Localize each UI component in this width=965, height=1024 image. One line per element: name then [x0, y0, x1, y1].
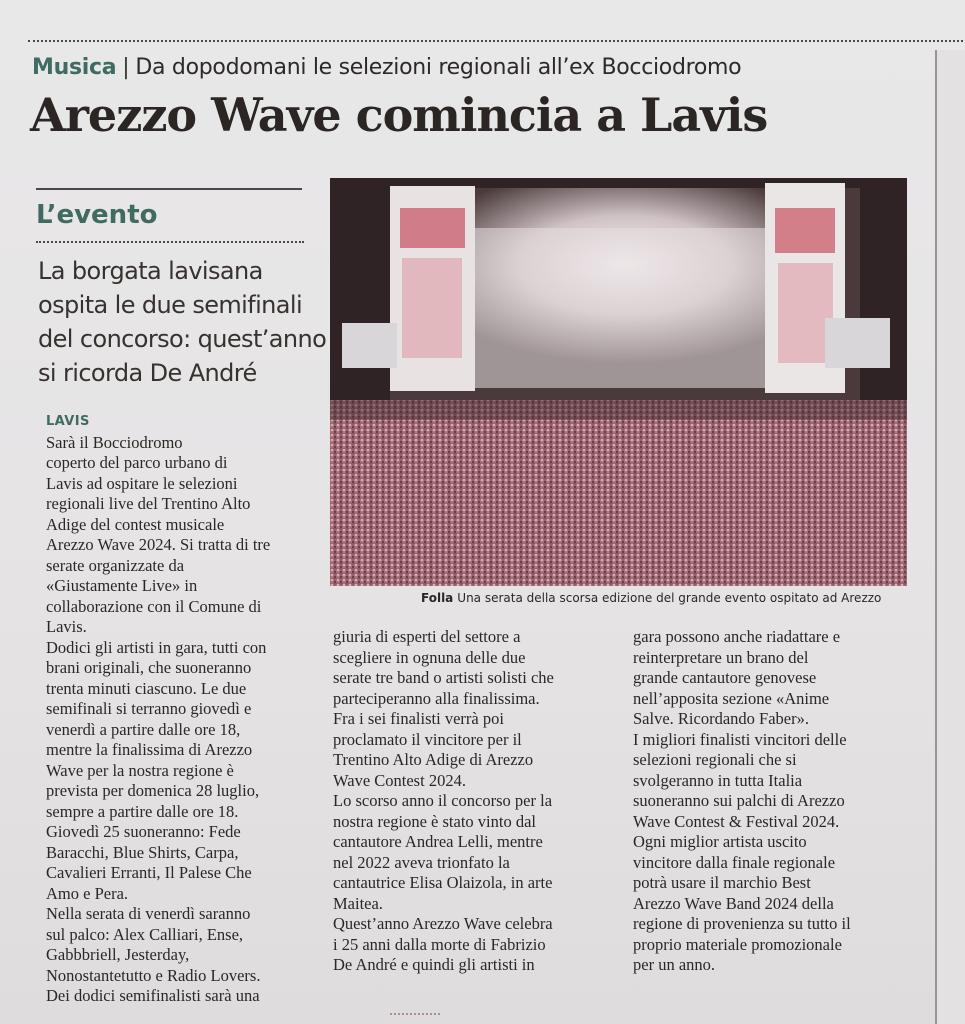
article-line: Arezzo Wave Band 2024 della [633, 893, 834, 913]
article-line: coperto del parco urbano di [46, 453, 228, 472]
kicker [32, 55, 741, 80]
sidebar-top-rule [36, 188, 302, 190]
article-column-2 [333, 627, 623, 976]
concert-photo [330, 178, 907, 586]
article-line: semifinali si terranno giovedì e [46, 699, 252, 718]
article-line: parteciperanno alla finalissima. [333, 688, 540, 708]
article-line: mentre la finalissima di Arezzo [46, 740, 253, 759]
article-line: Quest’anno Arezzo Wave celebra [333, 914, 553, 933]
article-line: scegliere in ognuna delle due [333, 647, 526, 667]
article-line: Amo e Pera. [46, 883, 129, 903]
photo-caption [421, 591, 881, 605]
article-line-text: Sarà il Bocciodromo [46, 432, 183, 452]
article-line: Dodici gli artisti in gara, tutti con [46, 637, 267, 657]
article-line: Baracchi, Blue Shirts, Carpa, [46, 842, 239, 862]
summary-line: ospita le due semifinali [38, 291, 303, 319]
article-line: Fra i sei finalisti verrà poi [333, 709, 504, 728]
article-line: serate organizzate da [46, 555, 185, 575]
article-line: proclamato il vincitore per il [333, 729, 522, 749]
summary-line: si ricorda De André [38, 359, 257, 387]
article-line: Wave Contest & Festival 2024. [633, 811, 840, 831]
article-line: selezioni regionali che si [633, 750, 797, 769]
concert-crowd-image [330, 178, 907, 586]
article-line: i 25 anni dalla morte di Fabrizio [333, 934, 546, 954]
caption-label: Folla [421, 591, 454, 605]
article-line: prevista per domenica 28 luglio, [46, 781, 260, 800]
article-line: Nella serata di venerdì saranno [46, 904, 251, 923]
article-line: Adige del contest musicale [46, 514, 225, 534]
article-line: Salve. Ricordando Faber». [633, 709, 809, 728]
headline: Arezzo Wave comincia a Lavis [30, 88, 768, 142]
article-line: Ogni miglior artista uscito [633, 832, 807, 851]
article-line: svolgeranno in tutta Italia [633, 770, 803, 790]
article-line: nell’apposita sezione «Anime [633, 688, 830, 708]
article-line: venerdì a partire dalle ore 18, [46, 719, 241, 739]
sidebar-label: L’evento [36, 200, 158, 230]
section-label: Musica [32, 55, 117, 80]
article-line: Wave per la nostra regione è [46, 760, 234, 780]
deck: Da dopodomani le selezioni regionali all’ex Bocciodromo [135, 55, 742, 80]
article-line: gara possono anche riadattare e [633, 627, 841, 646]
article-line: sul palco: Alex Calliari, Ense, [46, 924, 244, 944]
article-line: regionali live del Trentino Alto [46, 494, 251, 513]
article-line: proprio materiale promozionale [633, 934, 842, 954]
article-line: I migliori finalisti vincitori delle [633, 729, 847, 749]
article-line: Wave Contest 2024. [333, 770, 466, 790]
article-line: grande cantautore genovese [633, 668, 817, 687]
article-line: Arezzo Wave 2024. Si tratta di tre [46, 535, 271, 554]
article-line: per un anno. [633, 955, 716, 974]
article-column-1 [46, 412, 316, 1007]
article-line: giuria di esperti del settore a [333, 627, 521, 646]
sidebar-dotted-rule [36, 241, 304, 243]
article-line: De André e quindi gli artisti in [333, 955, 535, 974]
article-line: sempre a partire dalle ore 18. [46, 801, 239, 821]
caption-text: Una serata della scorsa edizione del grande evento ospitato ad Arezzo [457, 591, 882, 605]
article-line: brani originali, che suoneranno [46, 658, 252, 677]
article-line: Cavalieri Erranti, Il Palese Che [46, 863, 252, 882]
article-line: «Giustamente Live» in [46, 576, 198, 595]
article-line: nel 2022 aveva trionfato la [333, 852, 510, 872]
article-line: Maitea. [333, 893, 383, 913]
article-line: vincitore dalla finale regionale [633, 852, 836, 872]
article-line: serate tre band o artisti solisti che [333, 668, 554, 687]
article-line: suoneranno sui palchi di Arezzo [633, 791, 845, 810]
kicker-separator: | [122, 55, 130, 80]
article-line: reinterpretare un brano del [633, 647, 809, 667]
article-line: Nonostantetutto e Radio Lovers. [46, 965, 261, 985]
article-line: potrà usare il marchio Best [633, 873, 811, 892]
article-line [46, 412, 316, 453]
top-rule [28, 40, 963, 42]
article-line: cantautore Andrea Lelli, mentre [333, 832, 543, 851]
article-line: regione di provenienza su tutto il [633, 914, 851, 933]
summary-line: del concorso: quest’anno [38, 325, 327, 353]
summary [38, 254, 328, 390]
article-line: cantautrice Elisa Olaizola, in arte [333, 873, 553, 892]
article-line: Lavis. [46, 617, 87, 636]
article-line: Giovedì 25 suoneranno: Fede [46, 822, 241, 841]
article-line: Dei dodici semifinalisti sarà una [46, 986, 260, 1005]
article-column-3 [633, 627, 923, 976]
bottom-ornament [390, 1013, 440, 1015]
article-line: Gabbbriell, Jesterday, [46, 945, 190, 964]
article-line: Lo scorso anno il concorso per la [333, 791, 553, 810]
dateline: LAVIS [46, 414, 90, 429]
article-line: Lavis ad ospitare le selezioni [46, 473, 238, 493]
article-line: nostra regione è stato vinto dal [333, 811, 536, 831]
article-line: collaborazione con il Comune di [46, 596, 262, 616]
summary-line: La borgata lavisana [38, 257, 263, 285]
adjacent-page-edge [935, 50, 965, 1024]
article-line: Trentino Alto Adige di Arezzo [333, 750, 534, 769]
article-line: trenta minuti ciascuno. Le due [46, 678, 247, 698]
